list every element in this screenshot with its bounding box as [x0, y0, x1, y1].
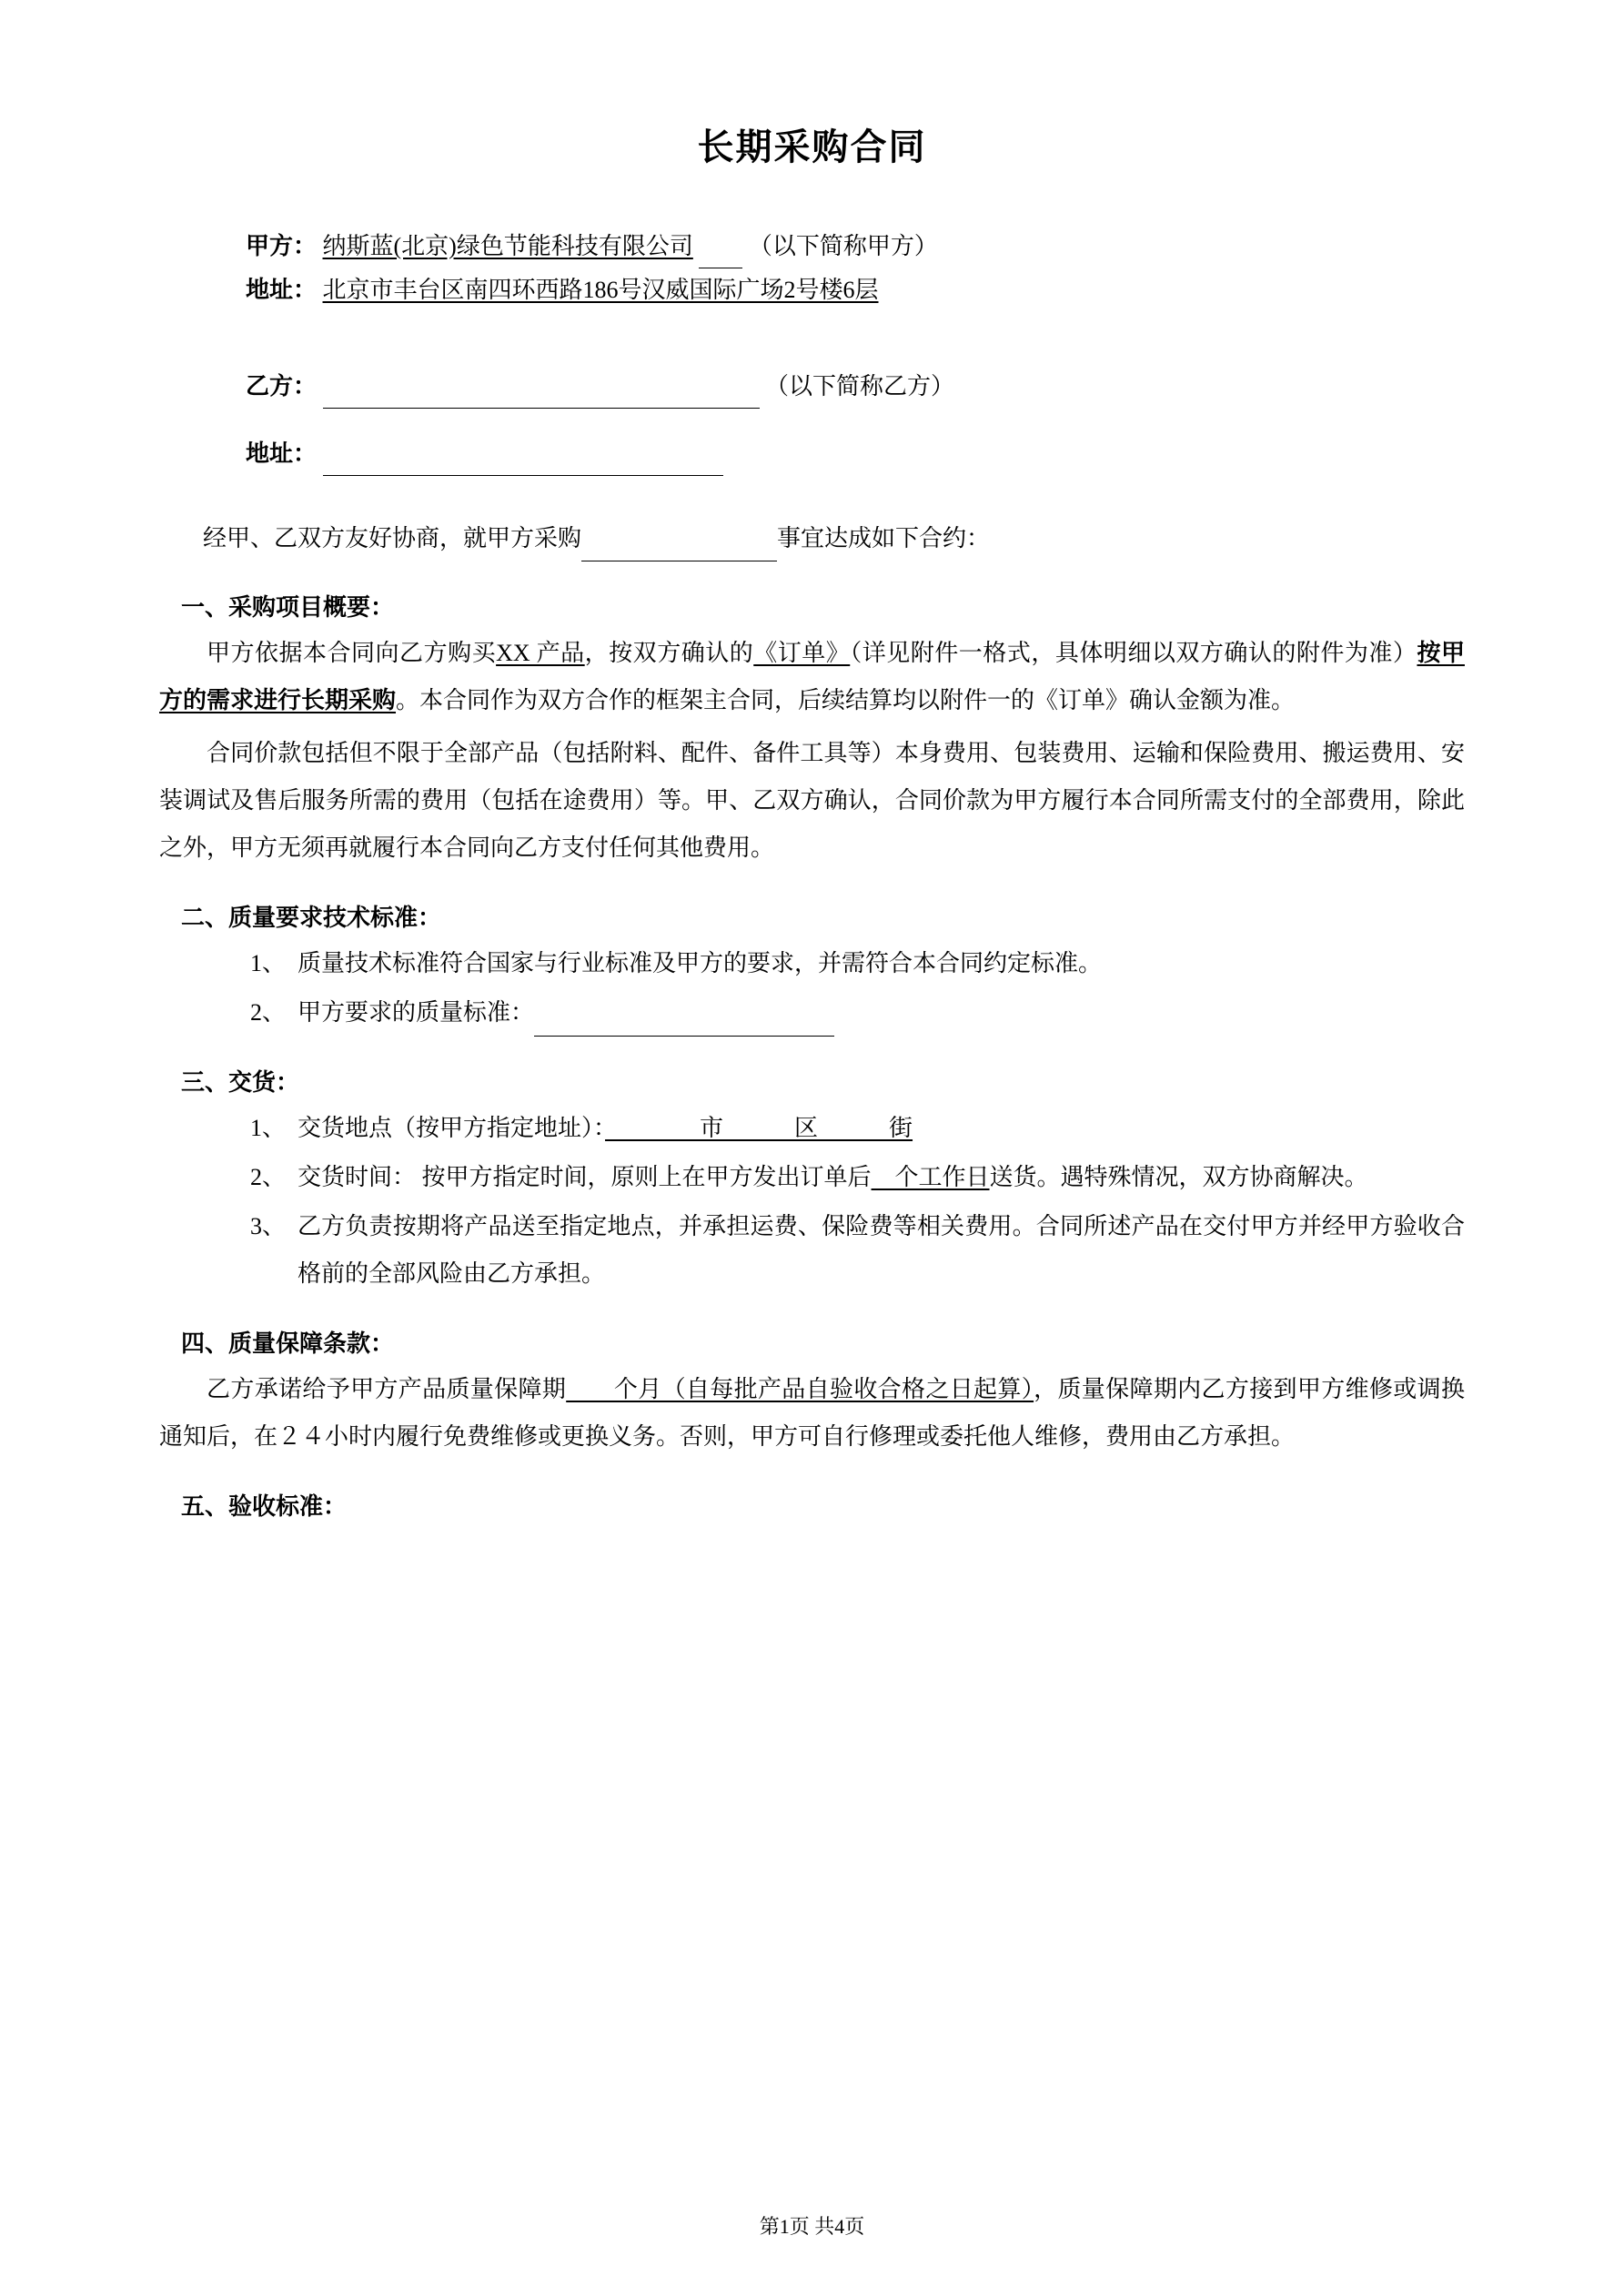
list-item-number: 1、 — [250, 949, 287, 976]
page-title: 长期采购合同 — [697, 126, 927, 167]
party-b-value-blank[interactable] — [323, 379, 760, 410]
section-heading-5: 五、验收标准： — [181, 1492, 348, 1520]
list-item-number: 2、 — [250, 1163, 287, 1190]
list-item — [250, 1203, 1465, 1298]
intro-after: 事宜达成如下合约： — [777, 525, 991, 552]
section-3-items — [159, 1105, 1465, 1298]
party-a-label: 甲方： — [246, 233, 318, 259]
text-run-underline-bold: 按甲方的需求进行长期采购 — [159, 639, 1465, 713]
party-b-address-line — [246, 432, 1465, 476]
text-run-underline: XX 产品 — [496, 639, 585, 666]
list-item — [250, 940, 1465, 987]
text-run: ，质量保障期内乙方接到甲方维修或调换通知后，在２４小时内履行免费维修或更换义务。否则，甲方可自行修理或委托他人维修，费用由乙方承担。 — [159, 1375, 1465, 1450]
text-run: 乙方承诺给予甲方产品质量保障期 — [207, 1375, 567, 1402]
party-a-line — [246, 225, 1465, 268]
party-b-block — [246, 365, 1465, 476]
section-4-paragraph-1 — [159, 1366, 1465, 1461]
text-run: 交货时间： 按甲方指定时间，原则上在甲方发出订单后 — [298, 1163, 872, 1190]
text-run: 甲方依据本合同向乙方购买 — [207, 639, 497, 666]
list-item-text: 质量技术标准符合国家与行业标准及甲方的要求，并需符合本合同约定标准。 — [298, 949, 1103, 976]
party-b-address-blank[interactable] — [323, 446, 723, 477]
list-item-number: 1、 — [250, 1114, 287, 1141]
warranty-months-blank[interactable]: 个月（自每批产品自验收合格之日起算） — [566, 1375, 1034, 1402]
party-a-block — [246, 225, 1465, 312]
party-b-line — [246, 365, 1465, 409]
section-2-items — [159, 940, 1465, 1037]
list-item-text — [298, 1154, 1465, 1201]
list-item — [250, 1154, 1465, 1201]
section-heading-2: 二、质量要求技术标准： — [181, 904, 442, 931]
party-a-address-line — [246, 268, 1465, 312]
page-footer: 第1页 共4页 — [759, 2215, 865, 2238]
list-item — [250, 989, 1465, 1037]
text-run: 合同价款包括但不限于全部产品（包括附料、配件、备件工具等）本身费用、包装费用、运输和保险费用、搬运费用、安装调试及售后服务所需的费用（包括在途费用）等。甲、乙双方确认，合同价款为甲方履行本合同所需支付的全部费用，除此之外，甲方无须再就履行本合同向乙方支付任何其他费用。 — [159, 739, 1465, 861]
party-a-suffix: （以下简称甲方） — [748, 233, 938, 259]
quality-standard-blank[interactable] — [534, 1006, 834, 1037]
text-run: 甲方要求的质量标准： — [298, 998, 535, 1026]
party-a-value: 纳斯蓝(北京)绿色节能科技有限公司 — [322, 233, 693, 259]
intro-paragraph — [159, 516, 1465, 561]
party-a-address-label: 地址： — [246, 277, 318, 304]
section-1-paragraph-2 — [159, 730, 1465, 872]
text-run-underline: 《订单》 — [753, 639, 851, 666]
intro-before: 经甲、乙双方友好协商，就甲方采购 — [203, 525, 582, 552]
section-heading-1: 一、采购项目概要： — [181, 593, 395, 621]
party-b-label: 乙方： — [246, 373, 318, 400]
list-item-number: 3、 — [250, 1212, 287, 1239]
section-heading-3: 三、交货： — [181, 1068, 300, 1096]
intro-blank[interactable] — [581, 531, 777, 561]
text-run: 送货。遇特殊情况，双方协商解决。 — [989, 1163, 1368, 1190]
party-b-address-label: 地址： — [246, 440, 318, 468]
delivery-place-blank[interactable]: 市 区 街 — [605, 1114, 913, 1141]
party-b-suffix: （以下简称乙方） — [765, 373, 955, 400]
text-run: ，按双方确认的 — [584, 639, 754, 666]
list-item-text — [298, 989, 1465, 1037]
text-run: 交货地点（按甲方指定地址）： — [298, 1114, 606, 1141]
delivery-days-blank[interactable]: 个工作日 — [871, 1163, 990, 1190]
text-run: （详见附件一格式，具体明细以双方确认的附件为准） — [850, 639, 1417, 666]
party-a-address-value: 北京市丰台区南四环西路186号汉威国际广场2号楼6层 — [322, 277, 879, 304]
party-a-tail-blank — [699, 238, 742, 269]
list-item-text: 乙方负责按期将产品送至指定地点，并承担运费、保险费等相关费用。合同所述产品在交付甲方并经甲方验收合格前的全部风险由乙方承担。 — [298, 1212, 1465, 1287]
section-heading-4: 四、质量保障条款： — [181, 1330, 395, 1357]
list-item-text — [298, 1105, 1465, 1152]
list-item-number: 2、 — [250, 998, 287, 1026]
section-1-paragraph-1 — [159, 630, 1465, 724]
list-item — [250, 1105, 1465, 1152]
text-run: 。本合同作为双方合作的框架主合同，后续结算均以附件一的《订单》确认金额为准。 — [396, 686, 1296, 713]
